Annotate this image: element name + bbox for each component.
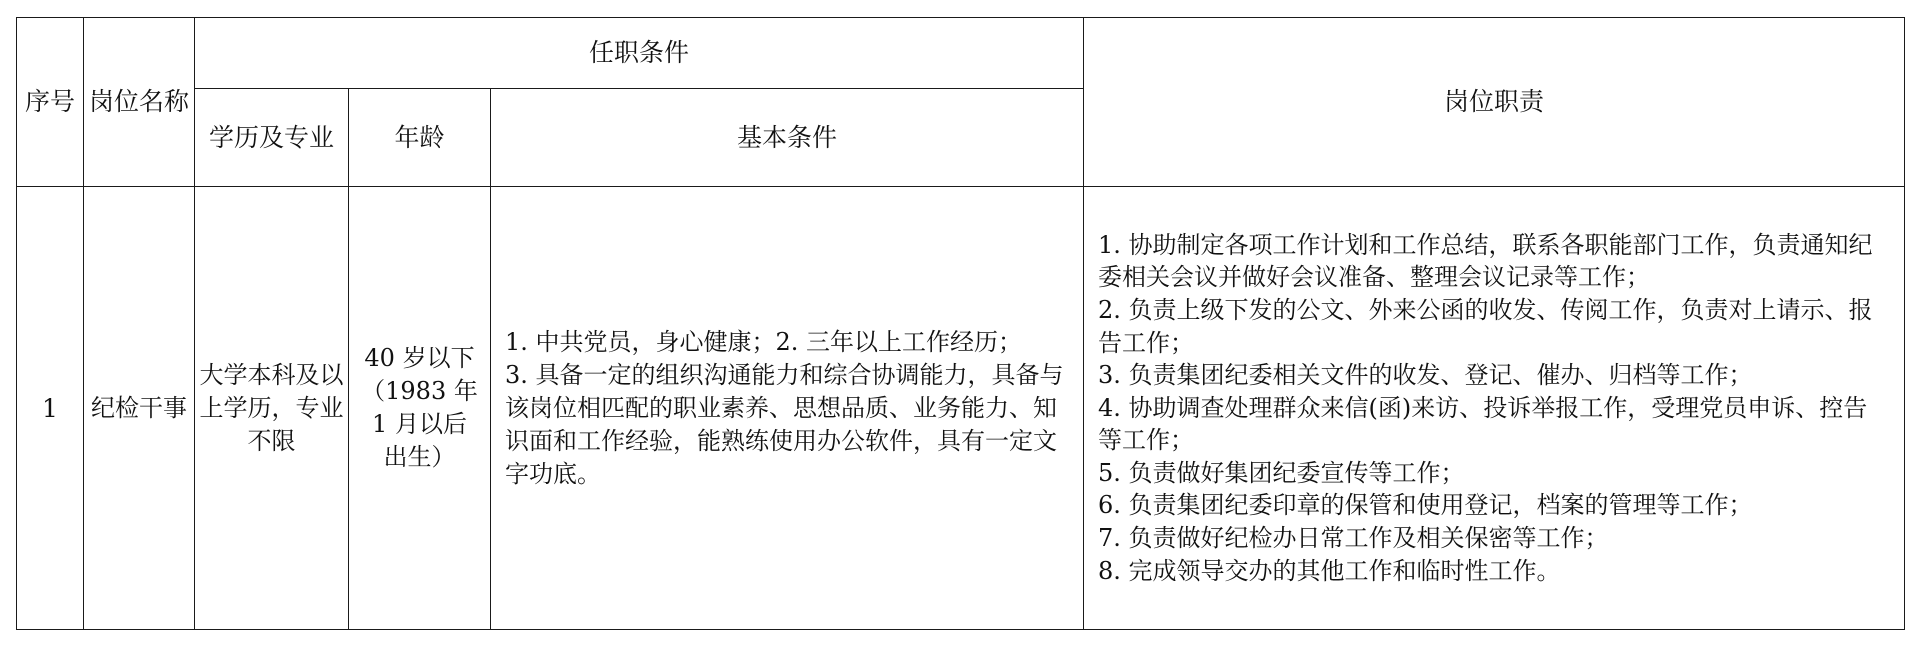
list-item: 5. 负责做好集团纪委宣传等工作； (1098, 458, 1465, 487)
list-item: 4. 协助调查处理群众来信(函)来访、投诉举报工作，受理党员申诉、控告等工作； (1098, 393, 1868, 455)
list-item: 3. 负责集团纪委相关文件的收发、登记、催办、归档等工作； (1098, 361, 1753, 390)
row-basic-conditions (491, 187, 1084, 630)
list-item: 2. 负责上级下发的公文、外来公函的收发、传阅工作，负责对上请示、报告工作； (1098, 295, 1873, 357)
table-row (17, 187, 1905, 630)
row-post-name: 纪检干事 (84, 187, 195, 630)
job-requirements-table (16, 17, 1905, 630)
row-seq: 1 (17, 187, 84, 630)
header-education-major: 学历及专业 (195, 89, 349, 187)
responsibilities-list (1098, 229, 1890, 588)
list-item: 3. 具备一定的组织沟通能力和综合协调能力，具备与该岗位相匹配的职业素养、思想品质、业务能力、知识面和工作经验，能熟练使用办公软件，具有一定文字功底。 (505, 360, 1064, 488)
basic-conditions-list (505, 326, 1069, 491)
row-responsibilities (1084, 187, 1905, 630)
list-item: 1. 协助制定各项工作计划和工作总结，联系各职能部门工作，负责通知纪委相关会议并做好会议准备、整理会议记录等工作； (1098, 230, 1873, 292)
header-qualifications: 任职条件 (195, 18, 1084, 89)
row-education-major: 大学本科及以上学历，专业不限 (195, 187, 349, 630)
header-age: 年龄 (349, 89, 491, 187)
header-responsibilities: 岗位职责 (1084, 18, 1905, 187)
list-item: 1. 中共党员，身心健康；2. 三年以上工作经历； (505, 327, 1023, 356)
header-post-name: 岗位名称 (84, 18, 195, 187)
header-basic-conditions: 基本条件 (491, 89, 1084, 187)
row-age: 40 岁以下（1983 年 1 月以后出生） (349, 187, 491, 630)
header-row-1 (17, 18, 1905, 89)
header-seq: 序号 (17, 18, 84, 187)
list-item: 6. 负责集团纪委印章的保管和使用登记，档案的管理等工作； (1098, 491, 1753, 520)
list-item: 8. 完成领导交办的其他工作和临时性工作。 (1098, 556, 1561, 585)
list-item: 7. 负责做好纪检办日常工作及相关保密等工作； (1098, 524, 1609, 553)
